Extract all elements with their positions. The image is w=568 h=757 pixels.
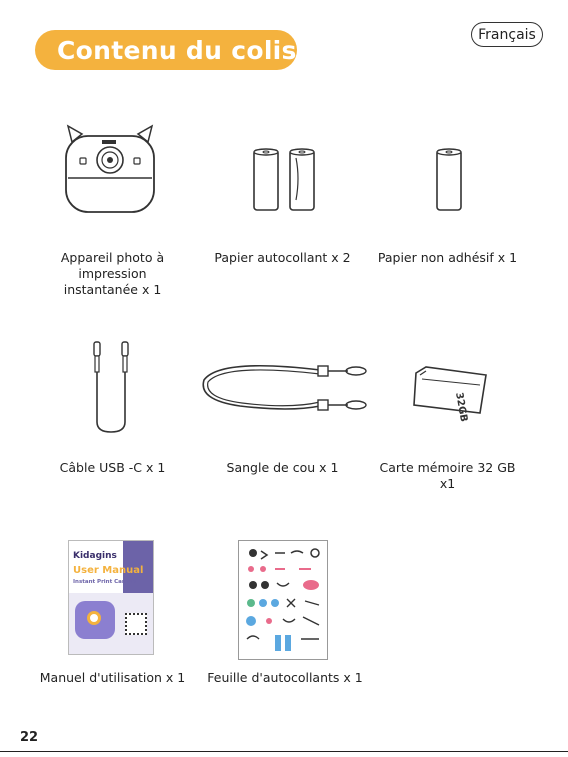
item-label-camera: Appareil photo à impression instantanée x 1 — [60, 250, 165, 297]
memory-card-text: 32GB — [453, 391, 470, 423]
section-title-banner — [35, 30, 297, 70]
manual-icon — [68, 540, 154, 655]
sticker-sheet-icon — [238, 540, 328, 660]
manual-subtitle: Instant Print Camera — [73, 579, 138, 585]
item-label-neck-strap: Sangle de cou x 1 — [226, 460, 339, 475]
page-number: 22 — [20, 730, 39, 745]
sticker-paper-icon — [250, 148, 320, 214]
item-label-paper-roll: Papier non adhésif x 1 — [377, 250, 518, 265]
paper-roll-icon — [434, 148, 466, 214]
camera-icon — [60, 120, 160, 220]
manual-title: User Manual — [73, 565, 144, 576]
footer-divider — [0, 751, 568, 752]
item-label-memory-card: Carte mémoire 32 GB x1 — [379, 460, 516, 491]
item-label-sticker-paper: Papier autocollant x 2 — [214, 250, 351, 265]
neck-strap-icon — [200, 360, 370, 420]
item-label-sticker-sheet: Feuille d'autocollants x 1 — [207, 670, 363, 685]
manual-brand: Kidagins — [73, 551, 117, 561]
usb-cable-icon — [86, 340, 140, 436]
item-label-usb-cable: Câble USB -C x 1 — [59, 460, 166, 475]
page-title: Contenu du colis — [57, 35, 297, 65]
language-badge: Français — [471, 22, 543, 47]
memory-card-icon — [410, 365, 490, 423]
item-label-manual: Manuel d'utilisation x 1 — [39, 670, 186, 685]
